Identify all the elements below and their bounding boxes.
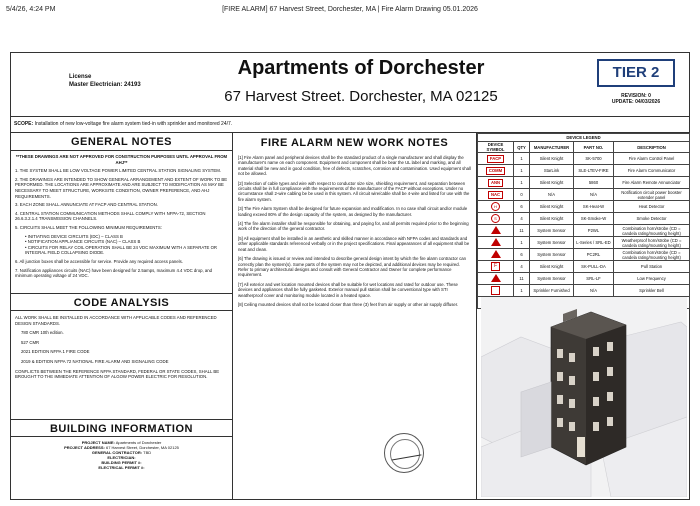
device-description: Fire Alarm Control Panel [614,153,690,165]
device-symbol-cell [478,189,514,201]
device-symbol-box: COMM [486,167,505,175]
device-part-no: SRL-LF [574,273,614,285]
device-part-no: SK-Heat-W [574,201,614,213]
device-symbol-square: F [491,262,500,271]
legend-row [478,273,690,285]
device-manufacturer: Silent Knight [530,213,574,225]
general-note: 1. THE SYSTEM SHALL BE LOW VOLTAGE POWER LIMITED CENTRAL STATION SIGNALING SYSTEM. [15,168,222,174]
building-info-row: ELECTRICIAN: [107,455,136,460]
building-info-row: BUILDING PERMIT #: [101,460,142,465]
device-part-no: L-Series / SRL-ED [574,237,614,249]
building-info-row: ELECTRICAL PERMIT #: [98,465,145,470]
device-symbol-cell [478,165,514,177]
legend-header-row [478,142,690,153]
building-info-row: GENERAL CONTRACTOR: TBD [91,450,152,455]
general-note: 4. CENTRAL STATION COMMUNICATION METHODS SHALL COMPLY WITH NFPA-72, SECTION 26.6.3.2.1.4 TRANSMISSION CHANNELS. [15,210,206,222]
legend-row [478,165,690,177]
code-item: 2019 & EDITION NFPA 72 NATIONAL FIRE ALARM AND SIGNALING CODE [21,358,169,364]
device-description: Fire Alarm Communicator [614,165,690,177]
device-symbol-circle: H [491,202,500,211]
license-label: License [69,74,92,80]
fire-note: [6] The drawing is issued or review and intended to describe general design intent by which the fire alarm contractor can correctly plan the system(s). Some parts of the system may not be depicted, and additional devices may be required. Refer to primary architectural designs and consult with General Contractor and Owner for complete performance requirement. [238,256,467,278]
building-rendering [481,297,687,497]
legend-header: MANUFACTURER [530,142,574,153]
print-header [0,0,700,22]
device-manufacturer: System Sensor [530,237,574,249]
fire-note: [4] The fire alarm installer shall be responsible for obtaining, and paying for, and all permits required prior to the beginning work of the direction of the general contractor. [238,221,469,232]
approval-warning: **THESE DRAWINGS ARE NOT APPROVED FOR CONSTRUCTION PURPOSES UNTIL APPROVAL FROM AHJ** [15,154,228,165]
legend-header: DEVICE SYMBOL [478,142,514,153]
device-qty: 4 [514,261,530,273]
general-note: 3. EACH ZONE SHALL ANNUNCIATE AT FACP AND CENTRAL STATION. [15,202,158,208]
device-manufacturer: Silent Knight [530,153,574,165]
license-info [69,73,141,89]
device-manufacturer: Silent Knight [530,201,574,213]
electrician-seal [384,433,424,473]
update-date: UPDATE: 04/03/2026 [611,99,661,105]
general-note: 6. All junction boxes shall be accessible for service. Provide any required access panels. [15,258,183,264]
general-column [11,133,233,499]
device-part-no: SK-PULL-DA [574,261,614,273]
device-legend-table [477,133,690,309]
code-item: 2021 EDITION NFPA 1 FIRE CODE [21,349,90,355]
fire-note: [5] All equipment shall be installed in an aesthetic and skilled manner in accordance with NFPA codes and standards and other applicable standards referenced verbally or in the project specifications. Final appearances of all equipment shall be neat and clean. [238,235,470,252]
tier-badge: TIER 2 [597,59,675,87]
fire-notes-body [233,153,476,313]
building-info-row: PROJECT NAME: Apartments of Dorchester [81,440,162,445]
legend-header: DESCRIPTION [614,142,690,153]
device-description: Combination horn/strobe (CD = candela rating/mounting height) [614,225,690,237]
code-conflicts: CONFLICTS BETWEEN THE REFERENCE NFPA STANDARD, FEDERAL OR STATE CODES, SHALL BE BROUGHT TO THE IMMEDIATE ATTENTION OF ALGOW POWER ELECTRIC FOR RESOLUTION. [15,368,220,380]
device-symbol-cell [478,261,514,273]
device-qty: 1 [514,177,530,189]
building-info-body [11,437,232,473]
legend-caption: DEVICE LEGEND [478,134,690,142]
print-title: [FIRE ALARM] 67 Harvest Street, Dorchester, MA | Fire Alarm Drawing 05.01.2026 [222,6,478,13]
fire-note: [2] Selection of cable types and wire with respect to conductor size size, shielding requirement, and separation between circuits shall be in full compliance with the requirements of the manufacturer of the FACP without exceptions. Under no circumstance shall 2-wire cabling be be used in this system. All circuit wire/cable shall be 4-wire and listed for use with the fire alarm system. [238,180,470,202]
legend-row [478,225,690,237]
device-symbol-triangle [491,226,501,234]
building-info-row: PROJECT ADDRESS: 67 Harvest Street, Dorchester, MA 02125 [64,445,179,450]
general-note: 7. Notification appliances circuits (NAC) have been designed for 2.5amps, maximum 4.4 VDC drop, and minimum operating voltage of 24 VDC. [15,267,213,279]
drawing-sheet [10,52,690,500]
device-qty: 1 [514,165,530,177]
device-description: Combination horn/strobe (CD = candela rating/mounting height) [614,249,690,261]
legend-header: QTY [514,142,530,153]
device-part-no: P2WL [574,225,614,237]
project-address: 67 Harvest Street. Dorchester, MA 02125 [224,88,498,105]
legend-row [478,249,690,261]
device-part-no: SLE-LTEV-FIRE [574,165,614,177]
code-analysis-body [11,311,232,419]
legend-row [478,261,690,273]
device-symbol-cell [478,153,514,165]
device-qty: 6 [514,201,530,213]
device-part-no: PC2RL [574,249,614,261]
device-qty: 0 [514,189,530,201]
legend-row [478,177,690,189]
device-description: Weatherproof horn/strobe (CD = candela rating/mounting height) [614,237,690,249]
device-manufacturer: Silent Knight [530,177,574,189]
code-intro: ALL WORK SHALL BE INSTALLED IN ACCORDANCE WITH APPLICABLE CODES AND REFERENCED DESIGN STANDARDS. [15,315,217,326]
device-description: Low Frequency [614,273,690,285]
device-description: Heat Detector [614,201,690,213]
scope-label: SCOPE: [14,121,34,127]
fire-note: [8] Ceiling mounted devices shall not be located closer than three (3) feet from air supply or other air supply diffuser. [238,301,459,307]
device-symbol-cell [478,177,514,189]
device-qty: 11 [514,225,530,237]
device-description: Sprinkler Bell [614,285,690,297]
code-analysis-title: CODE ANALYSIS [11,293,232,311]
print-datetime: 5/4/26, 4:24 PM [6,6,56,13]
code-item: 780 CMR 10th edition. [21,330,64,336]
device-part-no: 5860 [574,177,614,189]
device-part-no: N/A [574,189,614,201]
device-manufacturer: StarLink [530,165,574,177]
circuit-requirement: • CIRCUITS FOR RELAY COIL OPERATION SHALL BE 24 VDC MAXIMUM WITH A SEPARATE OR INTEGRAL FIELD COLLAPSING DIODE. [25,244,218,256]
device-qty: 6 [514,249,530,261]
title-block [11,53,689,117]
device-symbol-square [491,286,500,295]
signature [391,447,422,460]
fire-notes-title: FIRE ALARM NEW WORK NOTES [260,137,449,149]
device-qty: 1 [514,153,530,165]
circuit-requirement: • INITIATING DEVICE CIRCUITS (IDC) – CLASS B [25,233,123,239]
device-description: Notification circuit power booster extender panel [614,189,690,201]
device-symbol-cell [478,201,514,213]
revision-number: REVISION: 0 [621,93,651,99]
device-qty: 4 [514,213,530,225]
device-description: Fire Alarm Remote Annunciator [614,177,690,189]
device-symbol-cell [478,237,514,249]
device-symbol-box: NAC [488,191,503,199]
building-info-title: BUILDING INFORMATION [11,419,232,437]
device-part-no: SK-Smoke-W [574,213,614,225]
general-note: 5. CIRCUITS SHALL MEET THE FOLLOWING MINIMUM REQUIREMENTS: [15,224,162,230]
legend-row [478,237,690,249]
device-symbol-triangle [491,238,501,246]
device-symbol-cell [478,285,514,297]
device-manufacturer: Sprinkler Furnished [530,285,574,297]
device-symbol-triangle [491,250,501,258]
general-notes-title: GENERAL NOTES [11,133,232,151]
code-item: 527 CMR [21,339,40,345]
building-3d-image [481,297,687,497]
legend-row [478,189,690,201]
fire-notes-column [233,133,477,499]
project-title: Apartments of Dorchester [237,57,485,79]
fire-note: [7] All exterior and wet location mounted devices shall be suitable for wet locations and rated for outdoor use. These devices and appliances shall be fully gasketed. Exterior manual pull station shall be conventional type with STI weatherproof cover and monitoring module located in a heated space. [238,281,458,298]
device-symbol-box: ANN [488,179,503,187]
legend-row [478,201,690,213]
device-part-no: N/A [574,285,614,297]
device-description: Smoke Detector [614,213,690,225]
scope-text: Installation of new low-voltage fire alarm system tied-in with sprinkler and monitored 24/7. [34,121,233,127]
device-symbol-cell [478,225,514,237]
device-qty: 11 [514,273,530,285]
device-description: Pull Station [614,261,690,273]
device-manufacturer: Silent Knight [530,261,574,273]
device-qty: 1 [514,237,530,249]
device-symbol-box: FACP [487,155,504,163]
legend-row [478,285,690,297]
legend-row [478,153,690,165]
general-notes-body [11,151,232,293]
fire-note: [1] Fire Alarm panel and peripheral devices shall be the standard product of a single manufacturer and shall display the manufacturer's name on each component. Equipment and component shall be bear the UL label and marking, and all material shall be new and in good condition, free of defects, scratches, corrosion and contamination. Used equipment shall not be allowed. [238,155,471,177]
device-symbol-circle: S [491,214,500,223]
device-manufacturer: System Sensor [530,273,574,285]
legend-row [478,213,690,225]
general-note: 2. THE DRAWINGS ARE INTENDED TO SHOW GENERAL ARRANGEMENT AND EXTENT OF WORK TO BE PERFORMED. THE LOCATIONS ARE APPROXIMATE AND ARE SUBJECT TO MODIFICATION AS MAY BE NECESSARY TO MEET STRUCTURE, WORKSITE CONDITION, OWNER PREFERENCE, AND AHJ REQUIREMENTS. [15,176,228,199]
device-manufacturer: N/A [530,189,574,201]
device-manufacturer: System Sensor [530,225,574,237]
scope-line [11,117,689,133]
fire-note: [3] The Fire Alarm System shall be designed for future expansion and modification. In no case shall circuit and/or module loading exceed 80% of the design capacity of the system, as designed by the manufacturer. [238,206,468,217]
circuit-requirement: • NOTIFICATION APPLIANCE CIRCUITS (NAC) – CLASS B [25,239,141,245]
license-value: Master Electrician: 24193 [69,82,141,88]
device-qty: 1 [514,285,530,297]
legend-header: PART NO. [574,142,614,153]
revision-info [597,93,675,105]
device-manufacturer: System Sensor [530,249,574,261]
device-symbol-cell [478,213,514,225]
device-part-no: SK-5700 [574,153,614,165]
device-symbol-triangle [491,274,501,282]
device-symbol-cell [478,249,514,261]
device-symbol-cell [478,273,514,285]
